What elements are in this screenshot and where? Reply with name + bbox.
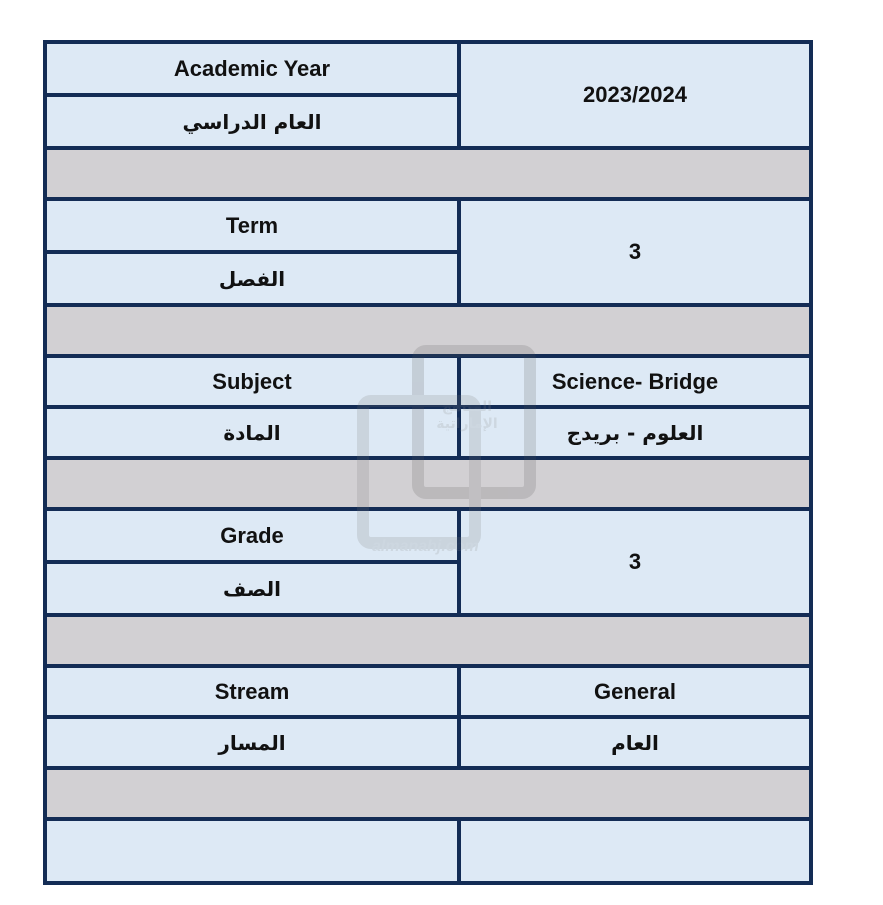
term-value: 3 xyxy=(459,199,811,305)
academic-year-label-ar: العام الدراسي xyxy=(45,95,459,148)
subject-label-ar: المادة xyxy=(45,407,459,458)
subject-row xyxy=(45,356,811,407)
stream-value-ar: العام xyxy=(459,717,811,768)
separator-row xyxy=(45,768,811,819)
info-sheet xyxy=(43,40,811,885)
separator-row xyxy=(45,458,811,509)
separator-row xyxy=(45,148,811,199)
grade-label-en: Grade xyxy=(45,509,459,562)
course-info-table xyxy=(43,40,813,885)
term-label-en: Term xyxy=(45,199,459,252)
academic-year-value: 2023/2024 xyxy=(459,42,811,148)
grade-value: 3 xyxy=(459,509,811,615)
subject-label-en: Subject xyxy=(45,356,459,407)
empty-cell xyxy=(459,819,811,883)
term-row xyxy=(45,199,811,252)
empty-cell xyxy=(45,819,459,883)
academic-year-row xyxy=(45,42,811,95)
subject-value-en: Science- Bridge xyxy=(459,356,811,407)
stream-row xyxy=(45,666,811,717)
separator-row xyxy=(45,615,811,666)
academic-year-label-en: Academic Year xyxy=(45,42,459,95)
stream-label-en: Stream xyxy=(45,666,459,717)
subject-value-ar: العلوم - بريدج xyxy=(459,407,811,458)
grade-row xyxy=(45,509,811,562)
grade-label-ar: الصف xyxy=(45,562,459,615)
term-label-ar: الفصل xyxy=(45,252,459,305)
stream-label-ar: المسار xyxy=(45,717,459,768)
stream-value-en: General xyxy=(459,666,811,717)
separator-row xyxy=(45,305,811,356)
empty-row xyxy=(45,819,811,883)
